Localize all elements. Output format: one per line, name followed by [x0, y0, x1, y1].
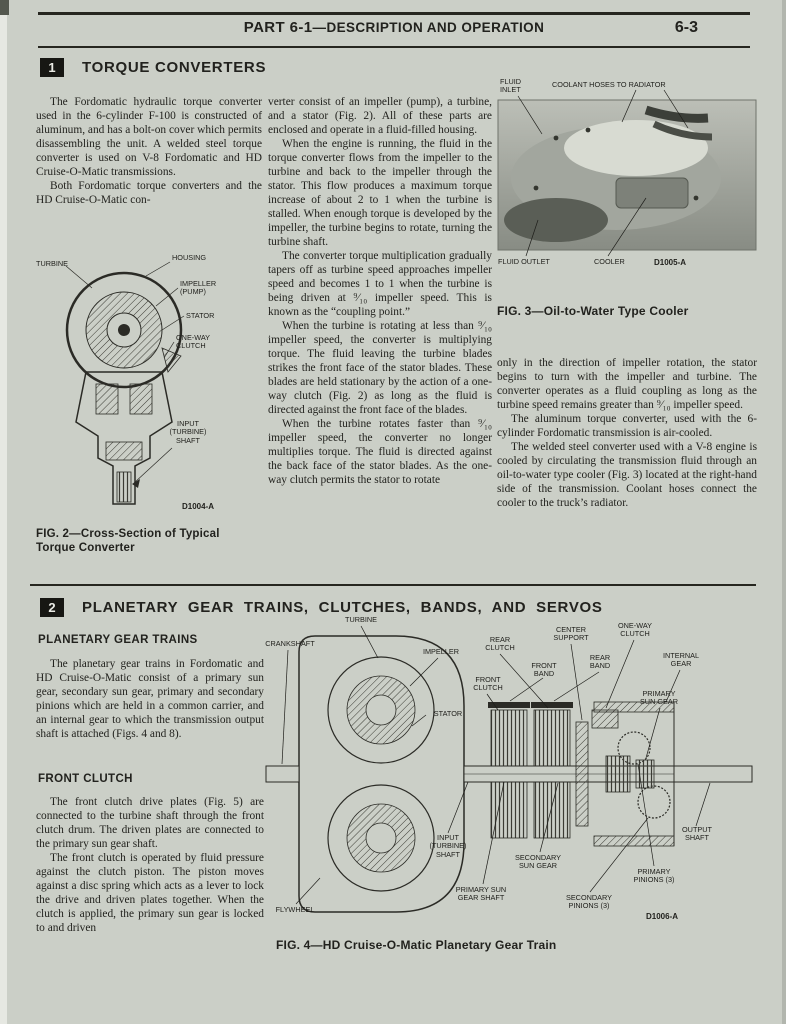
header-top-rule [38, 12, 750, 15]
paragraph: Both Fordomatic torque converters and the HD Cruise-O-Matic con- [36, 180, 262, 206]
section-2-title: PLANETARY GEAR TRAINS, CLUTCHES, BANDS, AND SERVOS [82, 599, 603, 616]
section-2-number-badge: 2 [40, 598, 64, 617]
fig4-label-crankshaft: CRANKSHAFT [265, 639, 315, 648]
fig3-label-coolant-hoses: COOLANT HOSES TO RADIATOR [552, 80, 666, 89]
figure-4-code: D1006-A [646, 912, 679, 921]
fig4-label-turbine: TURBINE [344, 615, 378, 624]
page-number: 6-3 [674, 19, 698, 36]
paragraph: The Fordomatic hydraulic torque converter used in the 6-cylinder F-100 is constructed of aluminum, and has a bolt-on cover which permits disassembling the unit. A welded steel torque converter is used on V-8 Fordomatic and HD Cruise-O-Matic transmissions. [36, 96, 262, 178]
page-header [38, 19, 750, 43]
scan-corner-mark [0, 0, 9, 15]
fig4-label-primary-sun-gear-shaft: PRIMARY SUN GEAR SHAFT [455, 885, 507, 903]
fig3-label-cooler: COOLER [594, 257, 625, 266]
fig4-label-output-shaft: OUTPUT SHAFT [682, 825, 712, 843]
figure-2-caption-line-1: FIG. 2—Cross-Section of Typical [36, 528, 220, 540]
figure-2-caption [36, 527, 266, 555]
fig4-label-secondary-pinions: SECONDARY PINIONS (3) [565, 893, 613, 911]
figure-2-caption-line-2: Torque Converter [36, 542, 135, 554]
front-clutch-subheading: FRONT CLUTCH [38, 773, 133, 785]
fig4-label-one-way-clutch: ONE-WAY CLUTCH [617, 621, 653, 639]
fig2-label-turbine: TURBINE [36, 259, 69, 268]
paragraph: The planetary gear trains in Fordomatic and HD Cruise-O-Matic consist of a primary sun gear, secondary sun gear, primary and secondary pinions which are held in a common carrier, and an internal gear to which the transmission output shaft is attached (Figs. 4 and 8). [36, 658, 264, 740]
paragraph: The front clutch drive plates (Fig. 5) are connected to the turbine shaft through the front clutch drum. The driven plates are connected to the primary sun gear shaft. [36, 796, 264, 850]
fig4-label-input-turbine-shaft: INPUT (TURBINE) SHAFT [429, 833, 467, 859]
header-title [244, 19, 544, 37]
fig4-label-center-support: CENTER SUPPORT [553, 625, 589, 643]
paragraph: When the turbine rotates faster than ⁹⁄₁₀ impeller speed, the converter no longer multiplies torque. The fluid is directed against the back face of the stator blades. As the one-way clutch permits the stator to rotate [268, 418, 492, 486]
section-1-column-3 [497, 356, 757, 510]
fig2-label-stator: STATOR [186, 311, 215, 320]
paragraph: The front clutch is operated by fluid pressure against the clutch piston. The piston moves against a disc spring which acts as a lever to lock the drive and driven plates together. When the clutch is applied, the primary sun gear is locked to and driven [36, 852, 264, 934]
section-1-number-badge: 1 [40, 58, 64, 77]
figure-2 [34, 252, 264, 524]
fig2-label-impeller-pump: IMPELLER (PUMP) [180, 279, 217, 297]
torque-converter-cross-section-drawing [34, 252, 264, 524]
fig4-label-front-band: FRONT BAND [531, 661, 557, 679]
paragraph: only in the direction of impeller rotation, the stator begins to turn with the impeller and turbine. The converter operates as a fluid coupling as long as the turbine speed remains greater than ⁹⁄₁₀ impeller speed. [497, 357, 757, 411]
fig4-label-internal-gear: INTERNAL GEAR [662, 651, 700, 669]
paragraph: The welded steel converter used with a V-8 engine is cooled by circulating the transmission fluid through an oil-to-water type cooler (Fig. 3) located at the right-hand side of the transmission. Coolant hoses connect the cooler to the truck’s radiator. [497, 441, 757, 509]
figure-4-caption: FIG. 4—HD Cruise-O-Matic Planetary Gear Train [276, 938, 557, 952]
header-part-label: PART 6-1 [243, 19, 313, 36]
fig4-label-primary-sun-gear: PRIMARY SUN GEAR [639, 689, 679, 707]
figure-3 [496, 78, 758, 274]
fig4-label-rear-clutch: REAR CLUTCH [485, 635, 515, 653]
header-subtitle: —DESCRIPTION AND OPERATION [312, 20, 545, 35]
section-2-column-1b [36, 795, 264, 935]
section-divider-rule [30, 584, 756, 586]
fig4-label-rear-band: REAR BAND [589, 653, 611, 671]
header-bottom-rule [38, 46, 750, 48]
oil-to-water-cooler-photo [496, 78, 758, 274]
fig2-label-housing: HOUSING [172, 253, 207, 262]
planetary-gear-trains-subheading: PLANETARY GEAR TRAINS [38, 634, 198, 646]
drawing-shapes [67, 273, 181, 504]
figure-4 [258, 614, 764, 936]
section-2-column-1a [36, 657, 264, 741]
figure-3-code: D1005-A [654, 258, 687, 267]
paragraph: verter consist of an impeller (pump), a turbine, and a stator (Fig. 2). All of these parts are enclosed and operate in a fluid-filled housing. [268, 96, 492, 136]
fig4-label-impeller: IMPELLER [422, 647, 460, 656]
fig4-label-primary-pinions: PRIMARY PINIONS (3) [633, 867, 675, 885]
paragraph: The aluminum torque converter, used with the 6-cylinder Fordomatic transmission is air-cooled. [497, 413, 757, 439]
paragraph: When the engine is running, the fluid in the torque converter flows from the impeller to the turbine and back to the impeller through the stator. This flow produces a maximum torque increase of about 2 to 1 when the turbine is stalled. When enough torque is developed by the impeller, the turbine begins to rotate, turning the turbine shaft. [268, 138, 492, 248]
fig2-label-input-turbine-shaft: INPUT (TURBINE) SHAFT [169, 419, 207, 445]
fig4-label-secondary-sun-gear: SECONDARY SUN GEAR [514, 853, 562, 871]
page-edge-right [782, 0, 786, 1024]
figure-3-caption: FIG. 3—Oil-to-Water Type Cooler [497, 304, 689, 318]
fig4-label-front-clutch: FRONT CLUTCH [473, 675, 503, 693]
fig4-label-stator: STATOR [433, 709, 463, 718]
fig3-label-fluid-outlet: FLUID OUTLET [498, 257, 550, 266]
section-1-column-1 [36, 95, 262, 207]
section-1-column-2 [268, 95, 492, 487]
page-edge-left [0, 0, 7, 1024]
figure-2-code: D1004-A [182, 502, 215, 511]
section-1-heading [40, 58, 266, 80]
paragraph: The converter torque multiplication gradually tapers off as turbine speed approaches impeller speed and becomes 1 to 1 when the turbine is being driven at ⁹⁄₁₀ impeller speed. This is known as the “coupling point.” [268, 250, 492, 318]
fig4-label-flywheel: FLYWHEEL [275, 905, 315, 914]
fig3-label-fluid-inlet: FLUID INLET [500, 77, 522, 95]
section-1-title: TORQUE CONVERTERS [82, 59, 267, 76]
fig2-label-one-way-clutch: ONE-WAY CLUTCH [176, 333, 210, 351]
paragraph: When the turbine is rotating at less than ⁹⁄₁₀ impeller speed, the converter is multiplying torque. The fluid leaving the turbine blades strikes the front face of the stator blades. These blades are held stationary by the action of a one-way clutch (Fig. 2) as long as the fluid is directed against the front face of the blades. [268, 320, 492, 416]
